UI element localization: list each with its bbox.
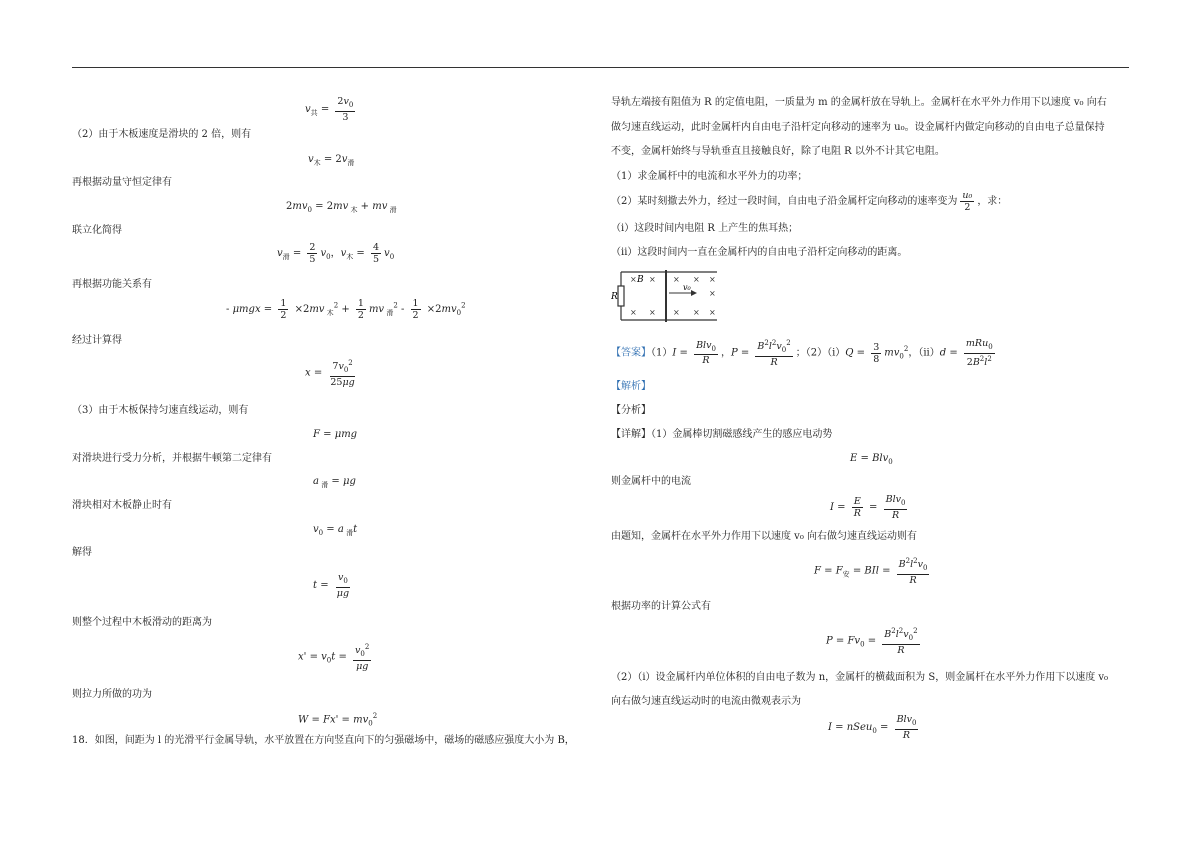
question-part2-ii: （ii）这段时间内一直在金属杆内的自由电子沿杆定向移动的距离。	[611, 247, 908, 258]
uniform-intro: 由题知，金属杆在水平外力作用下以速度 v₀ 向右做匀速直线运动则有	[611, 531, 918, 542]
question-line2: 导轨左端接有阻值为 R 的定值电阻，一质量为 m 的金属杆放在导轨上。金属杆在水平外力作用下以速度 v₀ 向右	[611, 97, 1107, 108]
work-text: 则拉力所做的功为	[72, 689, 152, 700]
formula-velocities: $v_滑$ = $\frac{2}{5}$ $v_0$，$v_木$ = $\frac{4}{5}$ $v_0$	[277, 242, 395, 265]
formula-W: $W = Fx' = mv_0^2$	[298, 712, 378, 728]
formula-x-prime: $x' = v_0t$ = $\frac{v_0^2}{\mu g}$	[298, 643, 370, 673]
answer-tag: 【答案】	[611, 347, 651, 359]
svg-text:×: ×	[673, 308, 680, 317]
formula-v-board: $v_木 = 2v_滑$	[308, 154, 355, 167]
newton-text: 对滑块进行受力分析，并根据牛顿第二定律有	[72, 453, 272, 464]
svg-text:×: ×	[709, 275, 716, 284]
formula-I: I = $\frac{E}{R}$ = $\frac{Blv_0}{R}$	[830, 494, 906, 521]
calc-text: 经过计算得	[72, 335, 122, 346]
solve-text: 解得	[72, 547, 92, 558]
part2-intro: （2）由于木板速度是滑块的 2 倍，则有	[72, 129, 252, 140]
part3-intro: （3）由于木板保持匀速直线运动，则有	[72, 405, 249, 416]
question-18-line1: 18．如图，间距为 l 的光滑平行金属导轨，水平放置在方向竖直向下的匀强磁场中，磁场的磁感应强度大小为 B，	[72, 735, 575, 746]
formula-E: E = Blv$_0$	[850, 453, 893, 466]
svg-text:×: ×	[630, 308, 637, 317]
static-text: 滑块相对木板静止时有	[72, 500, 172, 511]
velocity-label: v₀	[683, 283, 691, 292]
formula-v0: $v_0 = a$ $_滑$t	[313, 524, 358, 537]
formula-t: t = $\frac{v_0}{\mu g}$	[313, 572, 350, 599]
svg-text:×: ×	[709, 308, 716, 317]
formula-v-common: $v_共$ = $\frac{2v_0}{3}$	[305, 96, 354, 123]
fenxi-tag: 【分析】	[611, 405, 651, 416]
question-part1: （1）求金属杆中的电流和水平外力的功率；	[611, 171, 808, 182]
question-part2-suffix: ，求：	[977, 196, 1008, 207]
svg-text:×: ×	[693, 308, 700, 317]
svg-text:×: ×	[693, 275, 700, 284]
question-part2-text: （2）某时刻撤去外力，经过一段时间，自由电子沿金属杆定向移动的速率变为	[611, 196, 958, 207]
resistor-icon	[618, 286, 624, 306]
analysis-tag: 【解析】	[611, 381, 651, 392]
answer-line: 【答案】（1）I = $\frac{Blv_0}{R}$ ，P = $\frac{B^2l^2v_0^2}{R}$ ；（2）（i）Q = $\frac{3}{8}$ $mv_0^2$，（ii）d = $\frac{mRu_0}{2B^2l^2}$	[611, 338, 993, 369]
momentum-text: 再根据动量守恒定律有	[72, 177, 172, 188]
svg-text:×: ×	[649, 308, 656, 317]
distance-text: 则整个过程中木板滑动的距离为	[72, 617, 212, 628]
field-label: B	[637, 275, 644, 285]
formula-P: $P = Fv_0$ = $\frac{B^2l^2v_0^2}{R}$	[826, 627, 918, 657]
svg-text:×: ×	[673, 275, 680, 284]
formula-F: F = μmg	[313, 429, 358, 440]
part2-line1: （2）（i）设金属杆内单位体积的自由电子数为 n，金属杆的横截面积为 S，则金属杆在水平外力作用下以速度 v₀	[611, 672, 1109, 683]
formula-F-ampere: $F = F_安$ = BIl = $\frac{B^2l^2v_0}{R}$	[814, 557, 928, 587]
svg-text:×: ×	[709, 289, 716, 298]
fraction-denominator: 2	[964, 202, 971, 213]
header-rule	[72, 67, 1129, 68]
svg-text:×: ×	[630, 275, 637, 284]
formula-momentum: $2mv_0 = 2mv$ $_木$ + mv $_滑$	[286, 201, 397, 214]
formula-x: x = $\frac{7v_0^2}{25\mu g}$	[305, 359, 355, 389]
question-part2	[611, 190, 1007, 213]
combine-text: 联立化简得	[72, 225, 122, 236]
resistor-label: R	[611, 292, 618, 302]
detail-intro: 【详解】（1）金属棒切割磁感线产生的感应电动势	[611, 429, 833, 440]
current-intro: 则金属杆中的电流	[611, 476, 691, 487]
power-intro: 根据功率的计算公式有	[611, 601, 711, 612]
formula-energy: - μmgx = $\frac{1}{2}$ ×2mv $_木^2$ + $\frac{1}{2}$ mv $_滑^2$ - $\frac{1}{2}$ $\times 2mv_0^2$	[226, 298, 466, 321]
formula-I-micro: I = nSeu$_0$ = $\frac{Blv_0}{R}$	[828, 714, 917, 741]
fraction-numerator: u₀	[962, 190, 973, 201]
svg-text:×: ×	[649, 275, 656, 284]
part2-line2: 向右做匀速直线运动时的电流由微观表示为	[611, 696, 801, 707]
question-part2-i: （i）这段时间内电阻 R 上产生的焦耳热；	[611, 223, 799, 234]
energy-text: 再根据功能关系有	[72, 279, 152, 290]
formula-a: a $_滑$ = μg	[313, 476, 356, 489]
question-line4: 不变，金属杆始终与导轨垂直且接触良好，除了电阻 R 以外不计其它电阻。	[611, 146, 945, 157]
circuit-figure	[611, 268, 719, 324]
question-line3: 做匀速直线运动，此时金属杆内自由电子沿杆定向移动的速率为 u₀。设金属杆内做定向移动的自由电子总量保持	[611, 122, 1105, 133]
